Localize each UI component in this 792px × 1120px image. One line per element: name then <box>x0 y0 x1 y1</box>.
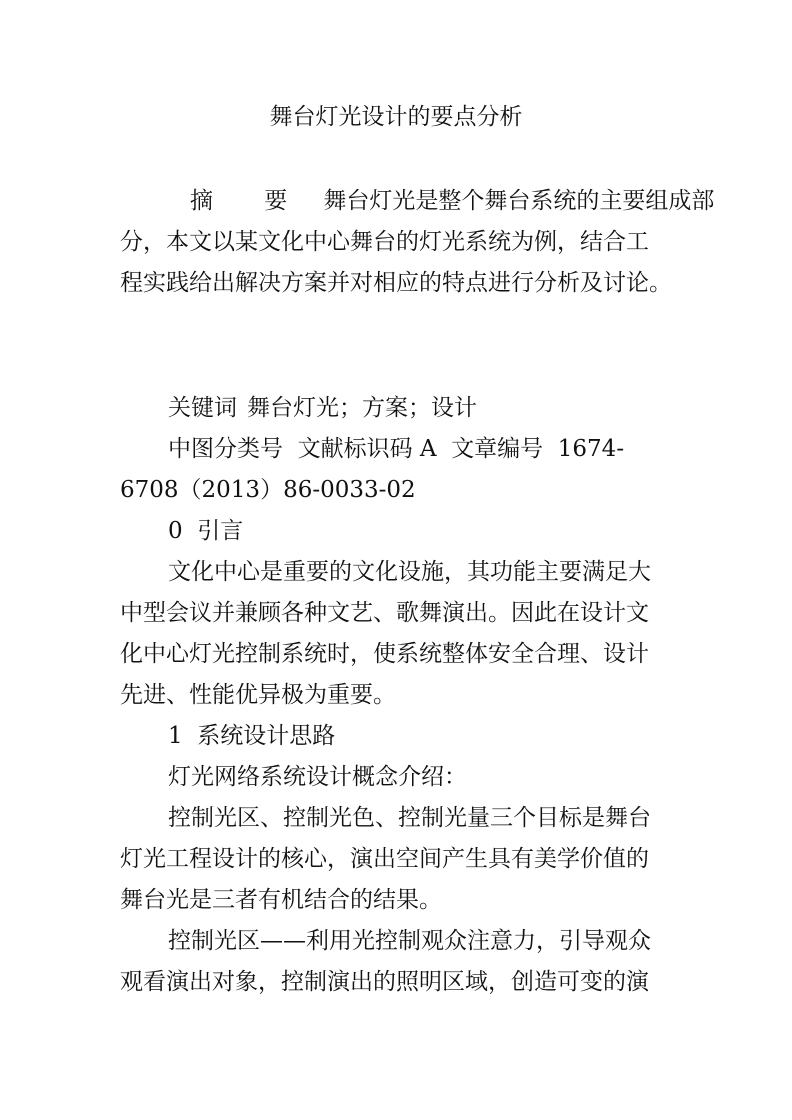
intro-line-2: 中型会议并兼顾各种文艺、歌舞演出。因此在设计文 <box>120 600 649 626</box>
abstract-label: 摘 要 <box>190 188 310 214</box>
intro-line-1: 文化中心是重要的文化设施，其功能主要满足大 <box>168 559 651 585</box>
intro-line-4: 先进、性能优异极为重要。 <box>120 682 396 708</box>
section-1-subheading: 灯光网络系统设计概念介绍： <box>168 764 467 790</box>
document-title: 舞台灯光设计的要点分析 <box>269 104 523 130</box>
paragraph-1-line-1: 控制光区、控制光色、控制光量三个目标是舞台 <box>168 805 651 831</box>
keywords-line <box>168 393 728 423</box>
abstract-line-1: 舞台灯光是整个舞台系统的主要组成部 <box>323 188 715 214</box>
abstract-first-line <box>190 186 750 216</box>
section-1-heading: 1 系统设计思路 <box>168 723 336 749</box>
paragraph-1-line-2: 灯光工程设计的核心，演出空间产生具有美学价值的 <box>120 846 649 872</box>
keywords-text: 舞台灯光；方案；设计 <box>247 395 477 421</box>
paragraph-2-line-1: 控制光区——利用光控制观众注意力，引导观众 <box>168 928 651 954</box>
abstract-line-2: 分，本文以某文化中心舞台的灯光系统为例，结合工 <box>120 229 649 255</box>
keywords-label: 关键词 <box>168 395 237 421</box>
intro-line-3: 化中心灯光控制系统时，使系统整体安全合理、设计 <box>120 641 649 667</box>
classification-line-2: 6708（2013）86-0033-02 <box>120 477 416 503</box>
paragraph-1-line-3: 舞台光是三者有机结合的结果。 <box>120 887 442 913</box>
intro-heading: 0 引言 <box>168 518 244 544</box>
abstract-line-3: 程实践给出解决方案并对相应的特点进行分析及讨论。 <box>120 270 672 296</box>
paragraph-2-line-2: 观看演出对象，控制演出的照明区域，创造可变的演 <box>120 969 649 995</box>
classification-line-1: 中图分类号 文献标识码 A 文章编号 1674- <box>168 436 625 462</box>
